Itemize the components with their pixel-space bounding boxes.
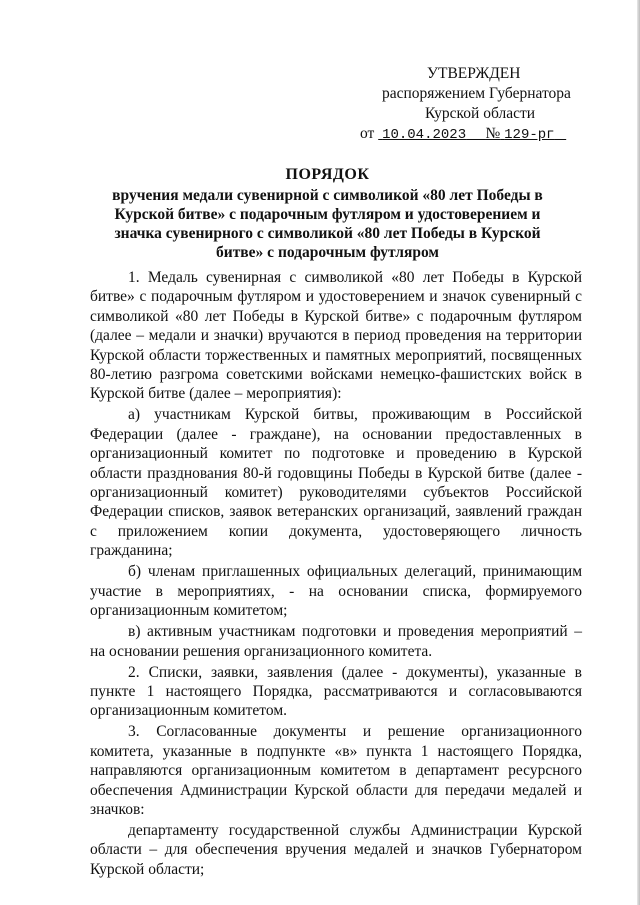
- date-prefix: от: [360, 125, 375, 142]
- document-title: [90, 165, 565, 262]
- paragraph-1v: в) активным участникам подготовки и проведения мероприятий – на основании решения организационного комитета.: [90, 623, 582, 660]
- paragraph-1b: б) членам приглашенных официальных делегаций, принимающим участие в мероприятиях, - на основании списка, формируемого организационным комитетом;: [90, 563, 582, 620]
- paragraph-3-item: департаменту государственной службы Администрации Курской области – для обеспечения вручения медалей и значков Губернатором Курской области;: [90, 821, 582, 878]
- paragraph-3: 3. Согласованные документы и решение организационного комитета, указанные в подпункте «в» пункта 1 настоящего Порядка, направляются организационным комитетом в департамент ресурсного обеспечения Администрации Курской области для передачи медалей и значков:: [90, 723, 582, 818]
- paragraph-2: 2. Списки, заявки, заявления (далее - документы), указанные в пункте 1 настоящего Порядка, рассматриваются и согласовываются организационным комитетом.: [90, 663, 582, 720]
- approval-authority: распоряжением Губернатора: [382, 85, 571, 102]
- title-heading: ПОРЯДОК: [285, 166, 370, 183]
- title-subtitle: вручения медали сувенирной с символикой «80 лет Победы в Курской битве» с подарочным футляром и удостоверением и значка сувенирного с символикой «80 лет Победы в Курской битве» с подарочным футляром: [112, 187, 543, 261]
- approval-region: Курской области: [425, 105, 536, 122]
- document-body: [90, 268, 582, 881]
- approval-date: 10.04.2023: [382, 127, 467, 143]
- paragraph-1: 1. Медаль сувенирная с символикой «80 лет Победы в Курской битве» с подарочным футляром и удостоверением и значок сувенирный с символикой «80 лет Победы в Курской битве» с подарочным футляром (далее – медали и значки) вручаются в период проведения на территории Курской области торжественных и памятных мероприятий, посвященных 80-летию разгрома советскими войсками немецко-фашистских войск в Курской битве (далее – мероприятия):: [90, 269, 582, 403]
- approval-stamp: [360, 64, 590, 145]
- approval-number: 129-рг: [504, 127, 555, 143]
- date-underlined: [378, 125, 485, 142]
- paragraph-1a: а) участникам Курской битвы, проживающим в Российской Федерации (далее - граждане), на основании предоставленных в организационный комитет по подготовке и проведению в Курской области празднования 80-й годовщины Победы в Курской битве (далее - организационный комитет) руководителями субъектов Российской Федерации списков, заявок ветеранских организаций, заявлений граждан с приложением копии документа, удостоверяющего личность гражданина;: [90, 406, 582, 560]
- approval-title: УТВЕРЖДЕН: [427, 65, 521, 82]
- approval-date-line: [360, 124, 590, 145]
- number-prefix: №: [485, 125, 501, 142]
- number-underlined: [485, 125, 566, 142]
